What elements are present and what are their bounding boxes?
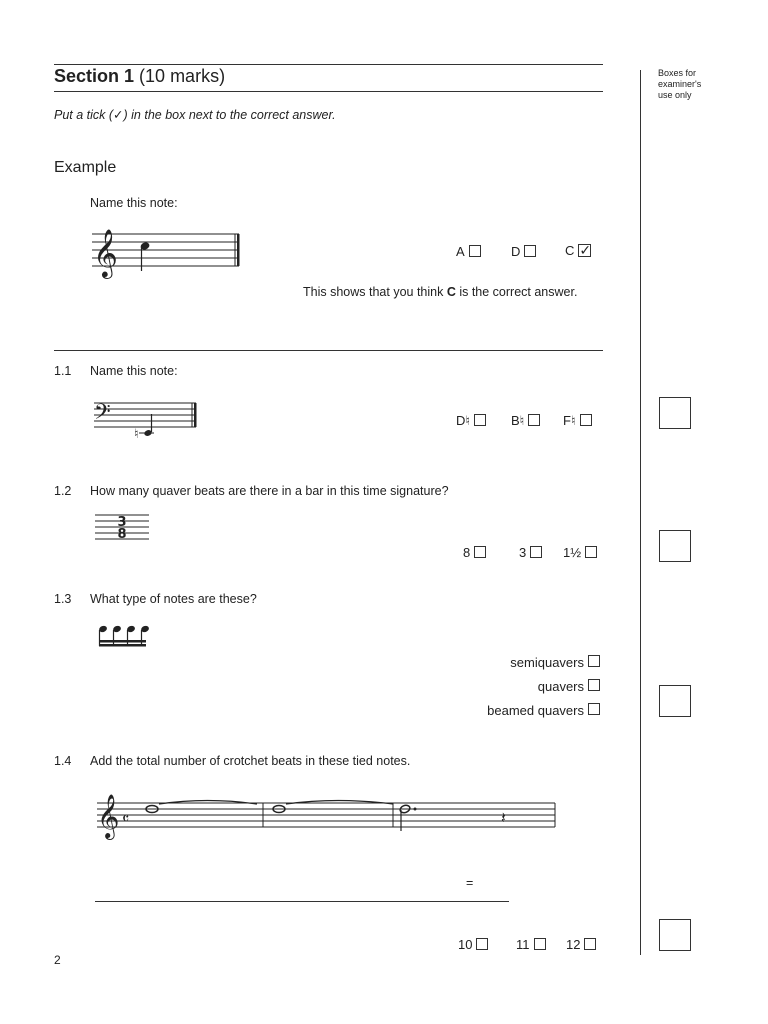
q1-2-checkbox-1[interactable] <box>474 546 486 558</box>
q1-1-option-3: F♮ <box>563 413 592 429</box>
q1-1-checkbox-2[interactable] <box>528 414 540 426</box>
q1-2-option-3: 1½ <box>563 545 597 560</box>
beamed-notes-icon <box>99 624 159 649</box>
answer-line[interactable] <box>95 901 509 902</box>
treble-clef-icon: 𝄞 <box>97 794 120 838</box>
question-text: How many quaver beats are there in a bar in this time signature? <box>90 484 449 498</box>
header-top-rule <box>54 64 603 65</box>
header-bottom-rule <box>54 91 603 92</box>
example-staff <box>92 225 242 275</box>
q1-1-checkbox-3[interactable] <box>580 414 592 426</box>
examiner-column-divider <box>640 70 641 955</box>
q1-3-options <box>487 650 600 722</box>
q1-4-checkbox-2[interactable] <box>534 938 546 950</box>
equals-sign: = <box>466 876 474 890</box>
q1-1-option-2: B♮ <box>511 413 540 429</box>
question-1-1-staff <box>94 401 204 441</box>
natural-sign-icon: ♮ <box>134 427 139 442</box>
q1-4-checkbox-3[interactable] <box>584 938 596 950</box>
q1-1-option-1: D♮ <box>456 413 486 429</box>
section-title <box>54 66 225 87</box>
section-marks: (10 marks) <box>139 66 226 86</box>
examiner-box-1-4[interactable] <box>659 919 691 951</box>
question-number: 1.3 <box>54 592 72 606</box>
q1-4-option-3: 12 <box>566 937 596 952</box>
section-title-bold: Section 1 <box>54 66 135 86</box>
q1-1-checkbox-1[interactable] <box>474 414 486 426</box>
question-number: 1.4 <box>54 754 72 768</box>
time-sig-bottom: 8 <box>117 527 127 542</box>
example-option-a: A <box>456 244 481 259</box>
treble-clef-icon: 𝄞 <box>93 228 118 277</box>
q1-3-checkbox-2[interactable] <box>588 679 600 691</box>
q1-2-checkbox-2[interactable] <box>530 546 542 558</box>
instruction: Put a tick (✓) in the box next to the correct answer. <box>54 108 336 122</box>
common-time-icon: 𝄴 <box>122 809 130 828</box>
example-checkbox-d[interactable] <box>524 245 536 257</box>
q1-3-checkbox-1[interactable] <box>588 655 600 667</box>
q1-2-checkbox-3[interactable] <box>585 546 597 558</box>
example-checkbox-a[interactable] <box>469 245 481 257</box>
time-sig-top: 3 <box>117 515 127 530</box>
example-divider <box>54 350 603 351</box>
examiner-box-1-3[interactable] <box>659 685 691 717</box>
q1-2-option-2: 3 <box>519 545 542 560</box>
examiner-note: Boxes for examiner's use only <box>658 68 702 100</box>
bass-clef-icon: 𝄢 <box>94 400 111 430</box>
example-prompt: Name this note: <box>90 196 178 210</box>
question-number: 1.2 <box>54 484 72 498</box>
examiner-box-1-2[interactable] <box>659 530 691 562</box>
question-1-4-staff <box>97 785 557 840</box>
question-1-2-staff <box>95 515 155 545</box>
tick-icon: ✓ <box>579 242 592 258</box>
crotchet-rest-icon: 𝄽 <box>501 808 506 827</box>
q1-3-checkbox-3[interactable] <box>588 703 600 715</box>
example-heading: Example <box>54 159 117 176</box>
example-checkbox-c-ticked[interactable] <box>578 244 591 257</box>
q1-3-option-1: semiquavers <box>487 650 600 674</box>
question-text: Add the total number of crotchet beats in these tied notes. <box>90 754 411 768</box>
q1-2-option-1: 8 <box>463 545 486 560</box>
dot <box>414 808 417 811</box>
example-explanation: This shows that you think C is the correct answer. <box>303 285 578 299</box>
q1-3-option-3: beamed quavers <box>487 698 600 722</box>
example-option-c: C ✓ <box>565 242 592 258</box>
q1-3-option-2: quavers <box>487 674 600 698</box>
q1-4-checkbox-1[interactable] <box>476 938 488 950</box>
question-text: What type of notes are these? <box>90 592 257 606</box>
examiner-box-1-1[interactable] <box>659 397 691 429</box>
page-number: 2 <box>54 953 61 967</box>
q1-4-option-1: 10 <box>458 937 488 952</box>
question-number: 1.1 <box>54 364 72 378</box>
question-text: Name this note: <box>90 364 178 378</box>
q1-4-option-2: 11 <box>516 937 546 952</box>
example-option-d: D <box>511 244 536 259</box>
